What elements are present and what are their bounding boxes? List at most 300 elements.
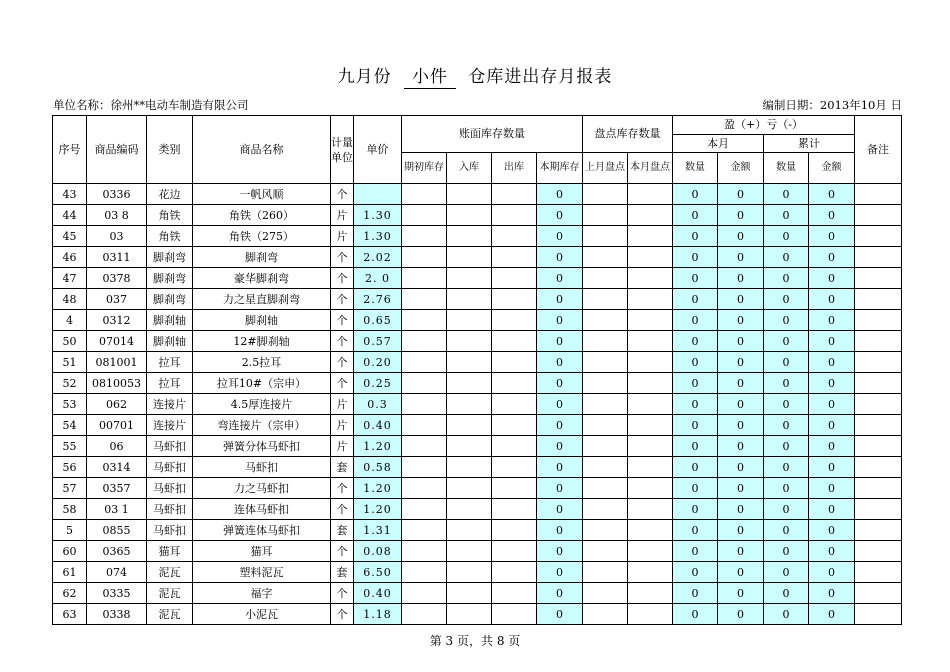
last-count-cell [583, 541, 628, 562]
seq-cell: 61 [53, 562, 87, 583]
seq-cell: 63 [53, 604, 87, 625]
out-cell [492, 331, 537, 352]
type-cell: 脚刹弯 [147, 268, 193, 289]
out-cell [492, 289, 537, 310]
type-cell: 猫耳 [147, 541, 193, 562]
seq-cell: 58 [53, 499, 87, 520]
code-cell: 0312 [87, 310, 147, 331]
last-count-cell [583, 310, 628, 331]
in-cell [447, 415, 492, 436]
out-cell [492, 415, 537, 436]
in-cell [447, 352, 492, 373]
in-cell [447, 205, 492, 226]
month-amount-cell: 0 [718, 310, 764, 331]
month-qty-cell: 0 [673, 226, 718, 247]
name-cell: 弹簧分体马虾扣 [193, 436, 331, 457]
out-cell [492, 457, 537, 478]
table-row [53, 331, 902, 352]
month-amount-cell: 0 [718, 415, 764, 436]
type-cell: 脚刹轴 [147, 310, 193, 331]
this-count-cell [628, 331, 673, 352]
name-cell: 豪华脚刹弯 [193, 268, 331, 289]
cum-qty-cell: 0 [764, 520, 809, 541]
current-cell: 0 [537, 373, 583, 394]
month-amount-cell: 0 [718, 289, 764, 310]
type-cell: 角铁 [147, 205, 193, 226]
type-cell: 脚刹弯 [147, 289, 193, 310]
table-row [53, 436, 902, 457]
code-cell: 081001 [87, 352, 147, 373]
last-count-cell [583, 604, 628, 625]
month-qty-cell: 0 [673, 415, 718, 436]
remark-cell [855, 268, 902, 289]
last-count-cell [583, 184, 628, 205]
compile-date: 编制日期：2013年10月 日 [762, 98, 902, 112]
month-amount-cell: 0 [718, 331, 764, 352]
cum-amount-cell: 0 [809, 331, 855, 352]
cum-amount-cell: 0 [809, 310, 855, 331]
last-count-cell [583, 394, 628, 415]
header-type: 类别 [147, 116, 193, 184]
cum-qty-cell: 0 [764, 583, 809, 604]
unit-cell: 个 [331, 478, 354, 499]
unit-cell: 个 [331, 289, 354, 310]
cum-amount-cell: 0 [809, 415, 855, 436]
month-qty-cell: 0 [673, 373, 718, 394]
out-cell [492, 562, 537, 583]
code-cell: 0311 [87, 247, 147, 268]
code-cell: 062 [87, 394, 147, 415]
last-count-cell [583, 583, 628, 604]
table-row [53, 604, 902, 625]
this-count-cell [628, 352, 673, 373]
last-count-cell [583, 436, 628, 457]
out-cell [492, 499, 537, 520]
table-row [53, 226, 902, 247]
seq-cell: 46 [53, 247, 87, 268]
current-cell: 0 [537, 226, 583, 247]
opening-cell [402, 415, 447, 436]
current-cell: 0 [537, 310, 583, 331]
opening-cell [402, 205, 447, 226]
header-month-amount: 金额 [718, 153, 764, 184]
name-cell: 2.5拉耳 [193, 352, 331, 373]
price-cell: 1.20 [354, 478, 402, 499]
opening-cell [402, 499, 447, 520]
current-cell: 0 [537, 184, 583, 205]
cum-amount-cell: 0 [809, 226, 855, 247]
opening-cell [402, 226, 447, 247]
report-title [0, 62, 950, 89]
unit-cell: 片 [331, 436, 354, 457]
opening-cell [402, 331, 447, 352]
cum-amount-cell: 0 [809, 373, 855, 394]
unit-cell: 个 [331, 247, 354, 268]
opening-cell [402, 373, 447, 394]
out-cell [492, 268, 537, 289]
seq-cell: 57 [53, 478, 87, 499]
month-qty-cell: 0 [673, 562, 718, 583]
month-amount-cell: 0 [718, 373, 764, 394]
this-count-cell [628, 415, 673, 436]
month-qty-cell: 0 [673, 457, 718, 478]
out-cell [492, 541, 537, 562]
unit-cell: 套 [331, 457, 354, 478]
in-cell [447, 499, 492, 520]
name-cell: 马虾扣 [193, 457, 331, 478]
seq-cell: 45 [53, 226, 87, 247]
header-cumulative: 累计 [764, 135, 855, 153]
table-row [53, 247, 902, 268]
price-cell: 0.20 [354, 352, 402, 373]
table-body [53, 184, 902, 625]
name-cell: 角铁（275） [193, 226, 331, 247]
out-cell [492, 205, 537, 226]
price-cell: 0.08 [354, 541, 402, 562]
table-row [53, 394, 902, 415]
this-count-cell [628, 394, 673, 415]
opening-cell [402, 289, 447, 310]
out-cell [492, 604, 537, 625]
last-count-cell [583, 520, 628, 541]
price-cell: 2.02 [354, 247, 402, 268]
this-count-cell [628, 457, 673, 478]
opening-cell [402, 247, 447, 268]
month-qty-cell: 0 [673, 268, 718, 289]
remark-cell [855, 205, 902, 226]
name-cell: 猫耳 [193, 541, 331, 562]
unit-cell: 个 [331, 352, 354, 373]
cum-qty-cell: 0 [764, 541, 809, 562]
this-count-cell [628, 478, 673, 499]
seq-cell: 4 [53, 310, 87, 331]
last-count-cell [583, 331, 628, 352]
type-cell: 马虾扣 [147, 436, 193, 457]
cum-qty-cell: 0 [764, 415, 809, 436]
month-amount-cell: 0 [718, 247, 764, 268]
in-cell [447, 331, 492, 352]
month-qty-cell: 0 [673, 184, 718, 205]
price-cell: 2. 0 [354, 268, 402, 289]
cum-qty-cell: 0 [764, 226, 809, 247]
opening-cell [402, 520, 447, 541]
code-cell: 0335 [87, 583, 147, 604]
table-row [53, 205, 902, 226]
this-count-cell [628, 436, 673, 457]
header-price: 单价 [354, 116, 402, 184]
in-cell [447, 184, 492, 205]
cum-amount-cell: 0 [809, 499, 855, 520]
this-count-cell [628, 226, 673, 247]
name-cell: 4.5厚连接片 [193, 394, 331, 415]
seq-cell: 56 [53, 457, 87, 478]
code-cell: 03 1 [87, 499, 147, 520]
last-count-cell [583, 373, 628, 394]
this-count-cell [628, 247, 673, 268]
price-cell: 0.3 [354, 394, 402, 415]
month-amount-cell: 0 [718, 352, 764, 373]
price-cell: 0.65 [354, 310, 402, 331]
in-cell [447, 394, 492, 415]
this-count-cell [628, 268, 673, 289]
month-qty-cell: 0 [673, 478, 718, 499]
cum-qty-cell: 0 [764, 436, 809, 457]
current-cell: 0 [537, 499, 583, 520]
type-cell: 拉耳 [147, 373, 193, 394]
header-this-month: 本月 [673, 135, 764, 153]
current-cell: 0 [537, 415, 583, 436]
unit-name: 单位名称：徐州**电动车制造有限公司 [53, 98, 249, 112]
code-cell: 03 8 [87, 205, 147, 226]
out-cell [492, 373, 537, 394]
title-prefix: 九月份 [337, 67, 392, 87]
code-cell: 00701 [87, 415, 147, 436]
this-count-cell [628, 562, 673, 583]
unit-cell: 个 [331, 310, 354, 331]
opening-cell [402, 310, 447, 331]
month-qty-cell: 0 [673, 331, 718, 352]
current-cell: 0 [537, 331, 583, 352]
header-name: 商品名称 [193, 116, 331, 184]
price-cell: 6.50 [354, 562, 402, 583]
code-cell: 0378 [87, 268, 147, 289]
last-count-cell [583, 478, 628, 499]
header-last-count: 上月盘点 [583, 153, 628, 184]
month-amount-cell: 0 [718, 478, 764, 499]
opening-cell [402, 394, 447, 415]
opening-cell [402, 457, 447, 478]
header-profit-loss: 盈（+）亏（-） [673, 116, 855, 135]
month-qty-cell: 0 [673, 541, 718, 562]
in-cell [447, 436, 492, 457]
code-cell: 03 [87, 226, 147, 247]
last-count-cell [583, 457, 628, 478]
name-cell: 拉耳10#（宗申） [193, 373, 331, 394]
code-cell: 037 [87, 289, 147, 310]
cum-qty-cell: 0 [764, 478, 809, 499]
code-cell: 0357 [87, 478, 147, 499]
cum-qty-cell: 0 [764, 268, 809, 289]
table-row [53, 562, 902, 583]
out-cell [492, 352, 537, 373]
price-cell: 1.30 [354, 205, 402, 226]
out-cell [492, 478, 537, 499]
seq-cell: 48 [53, 289, 87, 310]
cum-qty-cell: 0 [764, 289, 809, 310]
price-cell: 1.20 [354, 436, 402, 457]
last-count-cell [583, 352, 628, 373]
current-cell: 0 [537, 394, 583, 415]
remark-cell [855, 541, 902, 562]
remark-cell [855, 184, 902, 205]
in-cell [447, 289, 492, 310]
unit-cell: 片 [331, 394, 354, 415]
this-count-cell [628, 310, 673, 331]
name-cell: 一帆风顺 [193, 184, 331, 205]
out-cell [492, 520, 537, 541]
seq-cell: 52 [53, 373, 87, 394]
seq-cell: 54 [53, 415, 87, 436]
seq-cell: 5 [53, 520, 87, 541]
cum-amount-cell: 0 [809, 184, 855, 205]
month-qty-cell: 0 [673, 352, 718, 373]
cum-amount-cell: 0 [809, 247, 855, 268]
type-cell: 连接片 [147, 394, 193, 415]
header-remark: 备注 [855, 116, 902, 184]
remark-cell [855, 520, 902, 541]
opening-cell [402, 583, 447, 604]
cum-qty-cell: 0 [764, 184, 809, 205]
cum-qty-cell: 0 [764, 457, 809, 478]
month-qty-cell: 0 [673, 604, 718, 625]
month-amount-cell: 0 [718, 268, 764, 289]
current-cell: 0 [537, 604, 583, 625]
header-seq: 序号 [53, 116, 87, 184]
type-cell: 花边 [147, 184, 193, 205]
table-row [53, 310, 902, 331]
type-cell: 脚刹弯 [147, 247, 193, 268]
page-footer: 第 3 页，共 8 页 [429, 634, 521, 648]
unit-cell: 个 [331, 331, 354, 352]
header-unit: 计量单位 [331, 116, 354, 184]
name-cell: 弯连接片（宗申） [193, 415, 331, 436]
remark-cell [855, 562, 902, 583]
table-row [53, 583, 902, 604]
price-cell: 0.40 [354, 583, 402, 604]
code-cell: 0338 [87, 604, 147, 625]
remark-cell [855, 478, 902, 499]
price-cell: 2.76 [354, 289, 402, 310]
this-count-cell [628, 541, 673, 562]
name-cell: 小泥瓦 [193, 604, 331, 625]
month-qty-cell: 0 [673, 499, 718, 520]
header-out: 出库 [492, 153, 537, 184]
month-qty-cell: 0 [673, 205, 718, 226]
seq-cell: 62 [53, 583, 87, 604]
table-row [53, 415, 902, 436]
out-cell [492, 226, 537, 247]
month-amount-cell: 0 [718, 457, 764, 478]
code-cell: 074 [87, 562, 147, 583]
remark-cell [855, 289, 902, 310]
cum-qty-cell: 0 [764, 562, 809, 583]
last-count-cell [583, 562, 628, 583]
unit-cell: 个 [331, 268, 354, 289]
type-cell: 马虾扣 [147, 478, 193, 499]
opening-cell [402, 268, 447, 289]
month-amount-cell: 0 [718, 562, 764, 583]
name-cell: 福字 [193, 583, 331, 604]
out-cell [492, 394, 537, 415]
type-cell: 马虾扣 [147, 520, 193, 541]
name-cell: 角铁（260） [193, 205, 331, 226]
remark-cell [855, 394, 902, 415]
table-row [53, 184, 902, 205]
type-cell: 马虾扣 [147, 457, 193, 478]
title-category: 小件 [404, 62, 456, 89]
header-current: 本期库存 [537, 153, 583, 184]
header-in: 入库 [447, 153, 492, 184]
type-cell: 拉耳 [147, 352, 193, 373]
month-qty-cell: 0 [673, 520, 718, 541]
month-amount-cell: 0 [718, 520, 764, 541]
this-count-cell [628, 184, 673, 205]
header-opening: 期初库存 [402, 153, 447, 184]
seq-cell: 50 [53, 331, 87, 352]
remark-cell [855, 499, 902, 520]
last-count-cell [583, 247, 628, 268]
in-cell [447, 268, 492, 289]
seq-cell: 44 [53, 205, 87, 226]
current-cell: 0 [537, 289, 583, 310]
type-cell: 脚刹轴 [147, 331, 193, 352]
name-cell: 脚刹轴 [193, 310, 331, 331]
opening-cell [402, 541, 447, 562]
last-count-cell [583, 268, 628, 289]
month-qty-cell: 0 [673, 310, 718, 331]
remark-cell [855, 247, 902, 268]
remark-cell [855, 226, 902, 247]
code-cell: 07014 [87, 331, 147, 352]
header-this-count: 本月盘点 [628, 153, 673, 184]
opening-cell [402, 562, 447, 583]
cum-amount-cell: 0 [809, 289, 855, 310]
type-cell: 马虾扣 [147, 499, 193, 520]
seq-cell: 47 [53, 268, 87, 289]
price-cell: 1.30 [354, 226, 402, 247]
last-count-cell [583, 499, 628, 520]
in-cell [447, 520, 492, 541]
current-cell: 0 [537, 478, 583, 499]
unit-cell: 套 [331, 562, 354, 583]
month-amount-cell: 0 [718, 226, 764, 247]
last-count-cell [583, 415, 628, 436]
month-amount-cell: 0 [718, 205, 764, 226]
month-qty-cell: 0 [673, 247, 718, 268]
price-cell: 0.25 [354, 373, 402, 394]
this-count-cell [628, 520, 673, 541]
cum-qty-cell: 0 [764, 352, 809, 373]
code-cell: 0314 [87, 457, 147, 478]
unit-cell: 个 [331, 541, 354, 562]
in-cell [447, 541, 492, 562]
table-row [53, 289, 902, 310]
this-count-cell [628, 289, 673, 310]
out-cell [492, 436, 537, 457]
in-cell [447, 373, 492, 394]
cum-amount-cell: 0 [809, 604, 855, 625]
title-suffix: 仓库进出存月报表 [468, 67, 613, 87]
remark-cell [855, 583, 902, 604]
month-amount-cell: 0 [718, 184, 764, 205]
out-cell [492, 247, 537, 268]
header-cum-amount: 金额 [809, 153, 855, 184]
remark-cell [855, 352, 902, 373]
opening-cell [402, 184, 447, 205]
cum-amount-cell: 0 [809, 457, 855, 478]
cum-amount-cell: 0 [809, 394, 855, 415]
remark-cell [855, 457, 902, 478]
unit-cell: 套 [331, 520, 354, 541]
header-cum-qty: 数量 [764, 153, 809, 184]
cum-amount-cell: 0 [809, 562, 855, 583]
name-cell: 连体马虾扣 [193, 499, 331, 520]
last-count-cell [583, 205, 628, 226]
type-cell: 泥瓦 [147, 562, 193, 583]
current-cell: 0 [537, 352, 583, 373]
code-cell: 0365 [87, 541, 147, 562]
current-cell: 0 [537, 436, 583, 457]
